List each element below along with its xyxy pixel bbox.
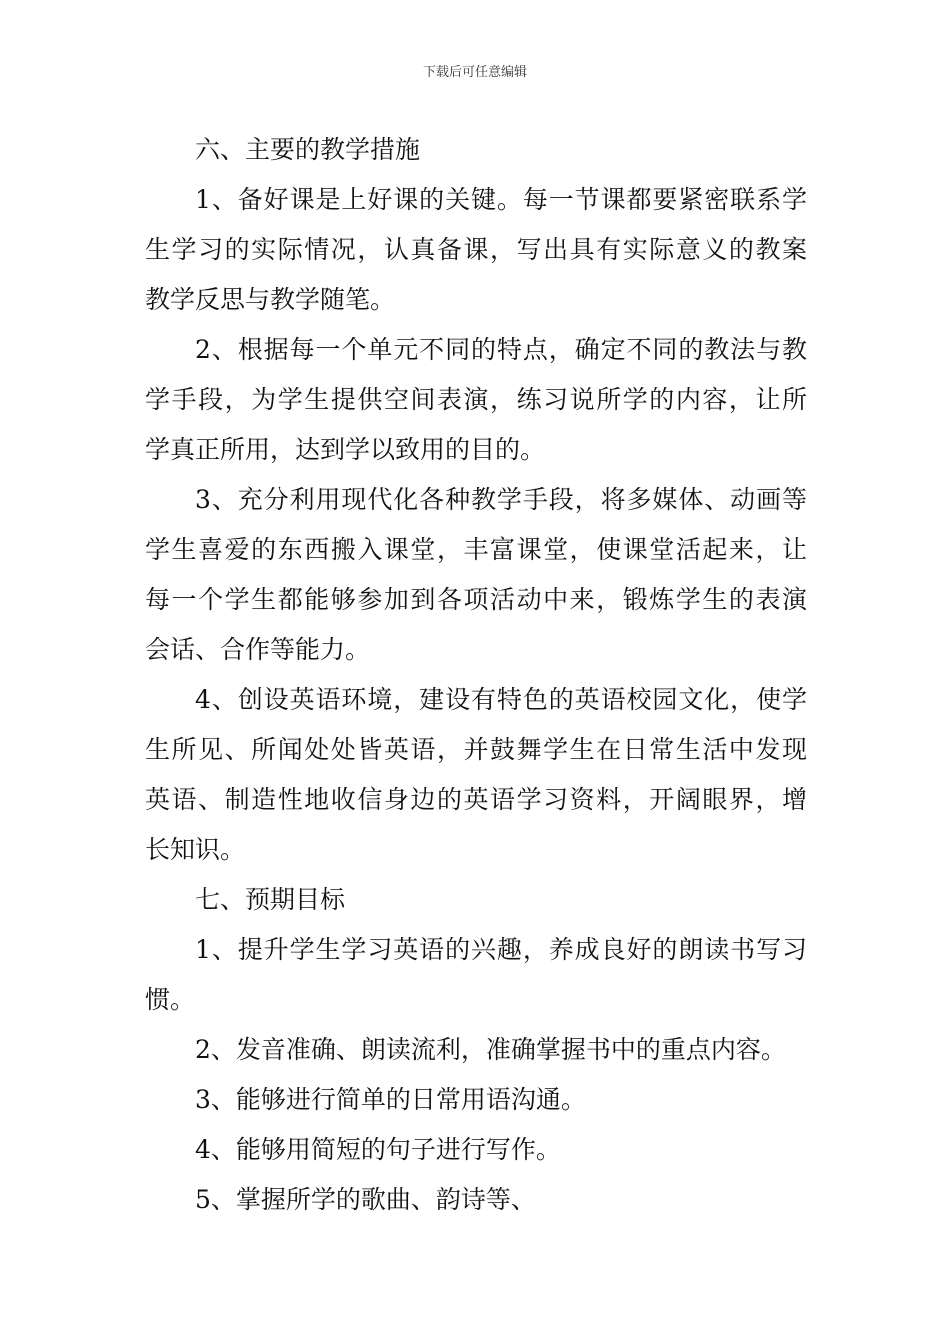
- paragraph-line: 4、能够用简短的句子进行写作。: [195, 1135, 561, 1164]
- paragraph-line: 会话、合作等能力。: [145, 635, 371, 664]
- section-heading-goals: 七、预期目标: [195, 885, 346, 914]
- paragraph-line: 惯。: [145, 985, 196, 1014]
- paragraph-line: 3、能够进行简单的日常用语沟通。: [195, 1085, 586, 1114]
- page-header-note: 下载后可任意编辑: [422, 65, 527, 80]
- paragraph-line: 1、提升学生学习英语的兴趣，养成良好的朗读书写习: [195, 935, 807, 964]
- paragraph-line: 2、发音准确、朗读流利，准确掌握书中的重点内容。: [195, 1035, 786, 1064]
- paragraph-line: 2、根据每一个单元不同的特点，确定不同的教法与教: [195, 335, 807, 364]
- paragraph-line: 4、创设英语环境，建设有特色的英语校园文化，使学: [195, 685, 807, 714]
- paragraph-line: 每一个学生都能够参加到各项活动中来，锻炼学生的表演: [145, 585, 807, 614]
- paragraph-line: 学生喜爱的东西搬入课堂，丰富课堂，使课堂活起来，让: [145, 535, 807, 564]
- section-heading-measures: 六、主要的教学措施: [195, 135, 421, 164]
- document-body: [145, 125, 807, 1225]
- paragraph-line: 1、备好课是上好课的关键。每一节课都要紧密联系学: [195, 185, 807, 214]
- paragraph-line: 学手段，为学生提供空间表演，练习说所学的内容，让所: [145, 385, 807, 414]
- paragraph-line: 学真正所用，达到学以致用的目的。: [145, 435, 546, 464]
- paragraph-line: 英语、制造性地收信身边的英语学习资料，开阔眼界，增: [145, 785, 807, 814]
- paragraph-line: 教学反思与教学随笔。: [145, 285, 396, 314]
- paragraph-line: 5、掌握所学的歌曲、韵诗等、: [195, 1185, 536, 1214]
- paragraph-line: 长知识。: [145, 835, 246, 864]
- paragraph-line: 生所见、所闻处处皆英语，并鼓舞学生在日常生活中发现: [145, 735, 807, 764]
- paragraph-line: 3、充分利用现代化各种教学手段，将多媒体、动画等: [195, 485, 807, 514]
- paragraph-line: 生学习的实际情况，认真备课，写出具有实际意义的教案: [145, 235, 807, 264]
